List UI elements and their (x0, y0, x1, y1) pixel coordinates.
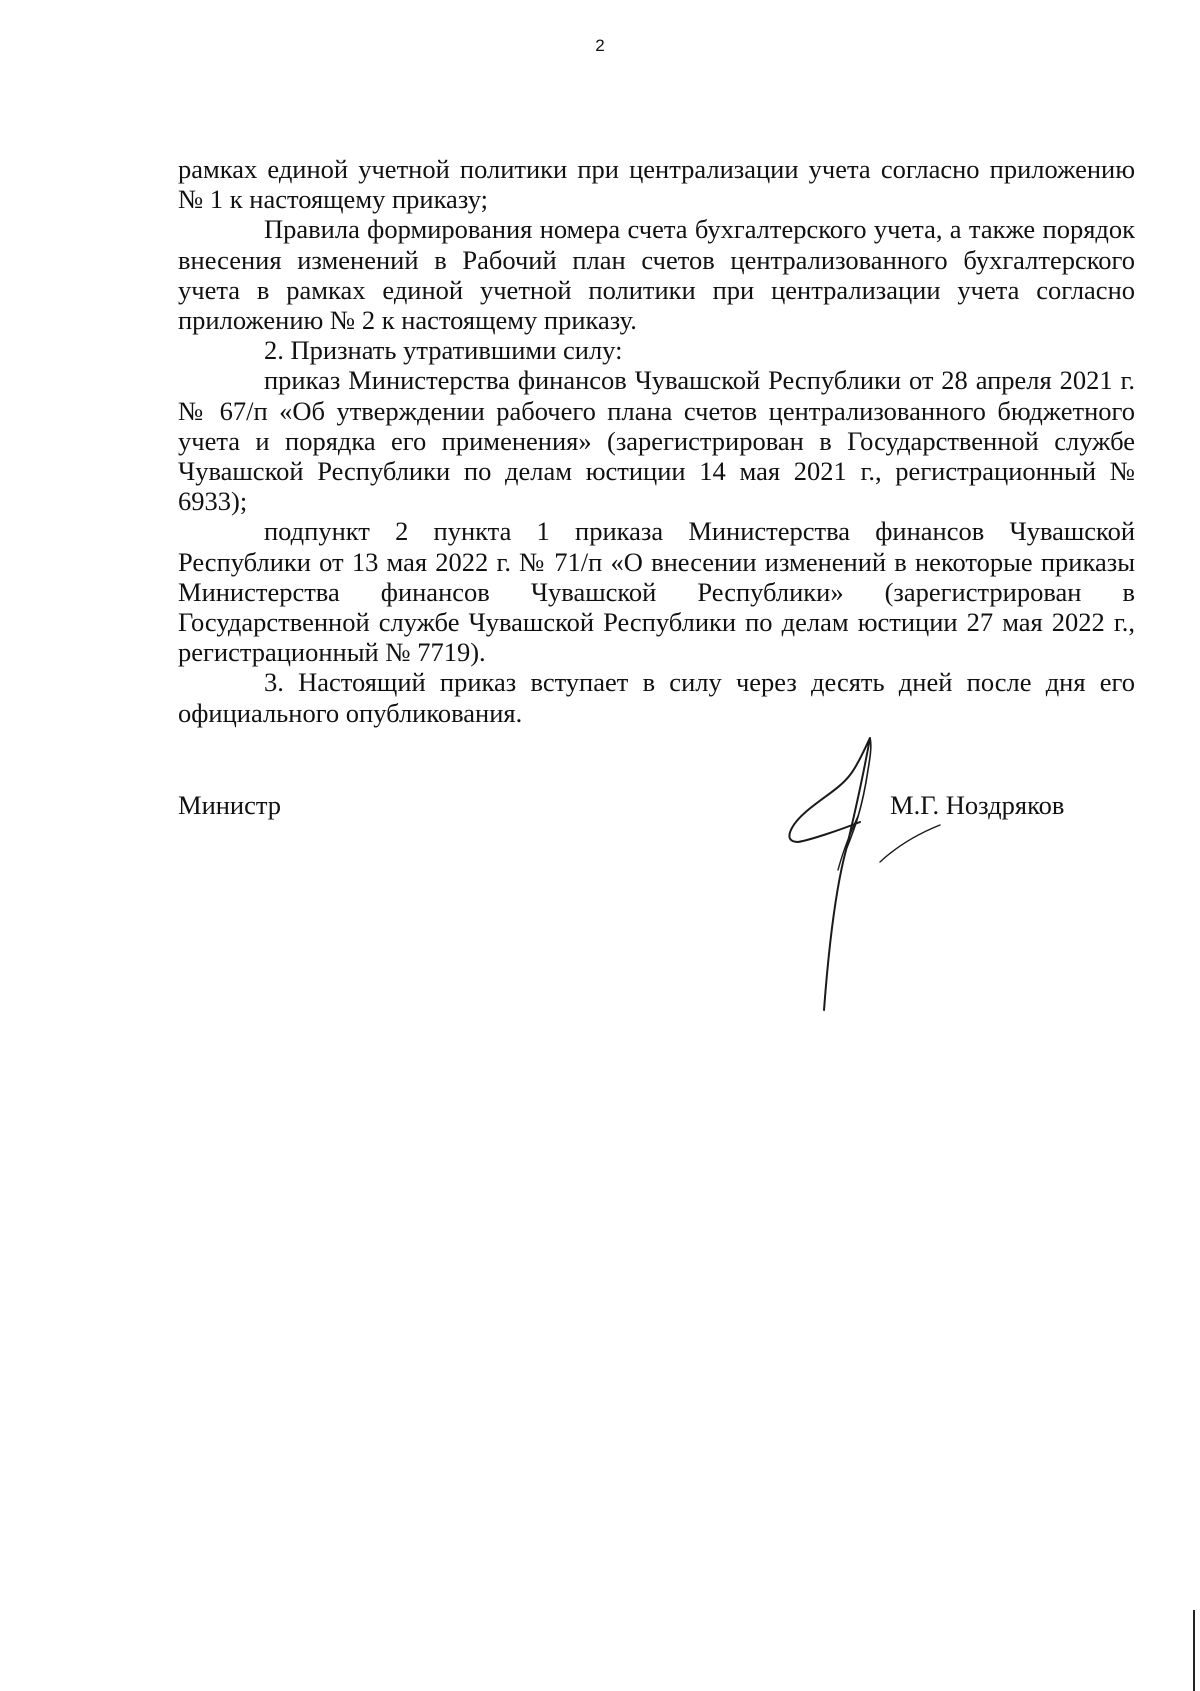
paragraph-item-3: 3. Настоящий приказ вступает в силу через десять дней после дня его официального опубликования. (178, 667, 1135, 728)
handwritten-signature-icon (780, 730, 960, 1030)
page-number: 2 (595, 36, 605, 55)
paragraph-repealed-order-67: приказ Министерства финансов Чувашской Республики от 28 апреля 2021 г. № 67/п «Об утверждении рабочего плана счетов централизованного бюджетного учета и порядка его применения» (зарегистрирован в Государственной службе Чувашской Республики по делам юстиции 14 мая 2021 г., регистрационный № 6933); (178, 365, 1135, 517)
signatory-position: Министр (178, 790, 282, 820)
scan-edge-line (1193, 1610, 1195, 1691)
paragraph-continuation: рамках единой учетной политики при централизации учета согласно приложению № 1 к настоящему приказу; (178, 154, 1135, 215)
signature-block (178, 790, 1135, 830)
paragraph-repealed-order-71: подпункт 2 пункта 1 приказа Министерства финансов Чувашской Республики от 13 мая 2022 г. № 71/п «О внесении изменений в некоторые приказы Министерства финансов Чувашской Республики» (зарегистрирован в Государственной службе Чувашской Республики по делам юстиции 27 мая 2022 г., регистрационный № 7719). (178, 516, 1135, 668)
paragraph-rules: Правила формирования номера счета бухгалтерского учета, а также порядок внесения изменений в Рабочий план счетов централизованного бухгалтерского учета в рамках единой учетной политики при централизации учета согласно приложению № 2 к настоящему приказу. (178, 214, 1135, 336)
paragraph-item-2: 2. Признать утратившими силу: (264, 335, 623, 366)
signatory-name: М.Г. Ноздряков (890, 790, 1065, 820)
document-body (178, 154, 1135, 728)
